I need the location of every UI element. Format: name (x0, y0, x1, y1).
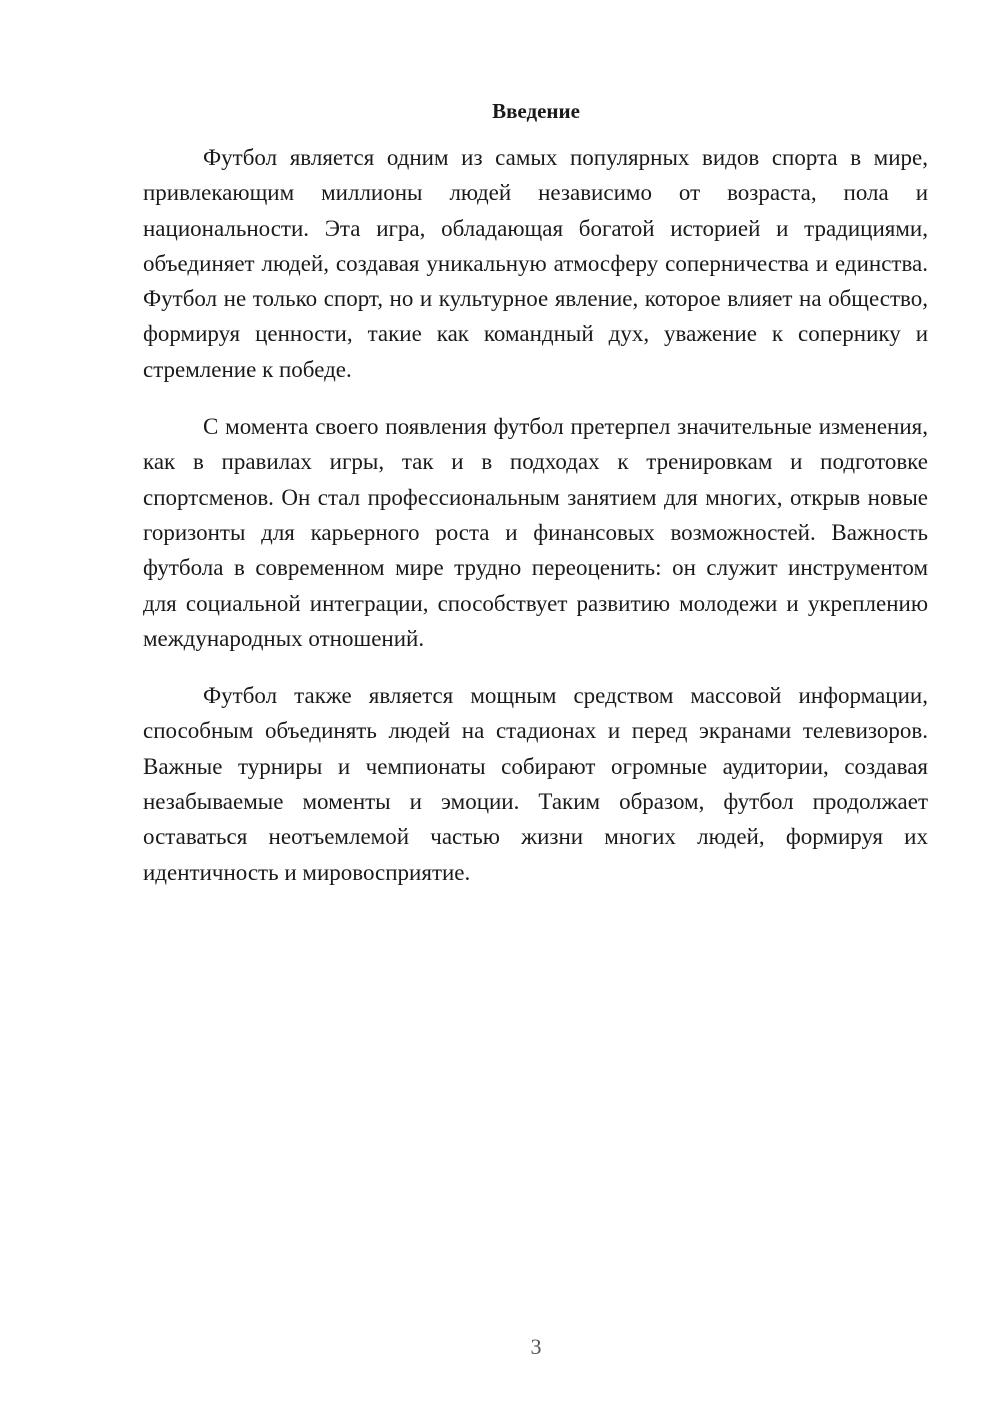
body-text (143, 140, 928, 912)
paragraph-2: С момента своего появления футбол претерпел значительные изменения, как в правилах игры, так и в подходах к тренировкам и подготовке спортсменов. Он стал профессиональным занятием для многих, открыв новые горизонты для карьерного роста и финансовых возможностей. Важность футбола в современном мире трудно переоценить: он служит инструментом для социальной интеграции, способствует развитию молодежи и укреплению международных отношений. (143, 414, 928, 651)
section-heading: Введение (492, 99, 580, 123)
page-number: 3 (530, 1334, 542, 1359)
paragraph-3: Футбол также является мощным средством массовой информации, способным объединять людей на стадионах и перед экранами телевизоров. Важные турниры и чемпионаты собирают огромные аудитории, создавая незабываемые моменты и эмоции. Таким образом, футбол продолжает оставаться неотъемлемой частью жизни многих людей, формируя их идентичность и мировосприятие. (143, 683, 928, 885)
paragraph-1: Футбол является одним из самых популярных видов спорта в мире, привлекающим миллионы людей независимо от возраста, пола и национальности. Эта игра, обладающая богатой историей и традициями, объединяет людей, создавая уникальную атмосферу соперничества и единства. Футбол не только спорт, но и культурное явление, которое влияет на общество, формируя ценности, такие как командный дух, уважение к сопернику и стремление к победе. (143, 145, 928, 382)
